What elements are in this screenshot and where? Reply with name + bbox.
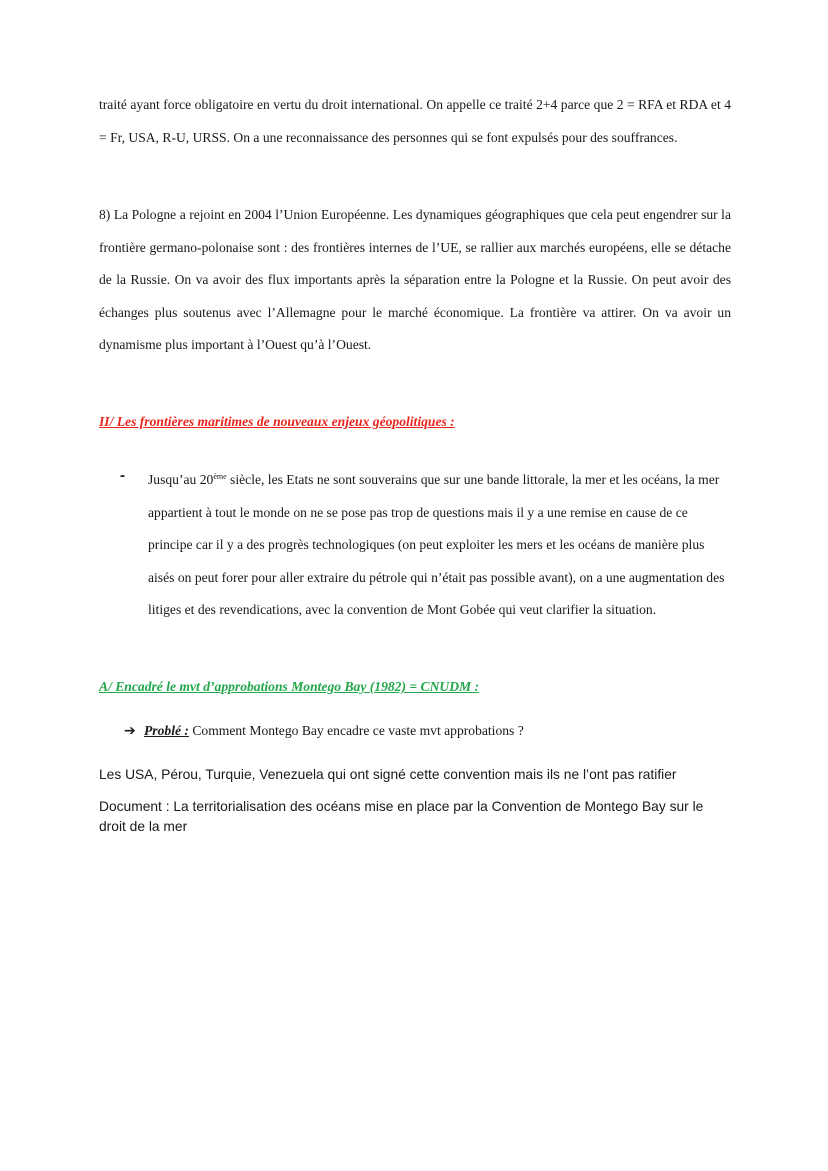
paragraph-treaty: traité ayant force obligatoire en vertu du droit international. On appelle ce traité 2+4 parce que 2 = RFA et RDA et 4 = Fr, USA, R-U, URSS. On a une reconnaissance des personnes qui se font expulsés pour des souffrances. [99,97,731,145]
bullet-superscript: ème [213,472,227,481]
bullet-body: siècle, les Etats ne sont souverains que sur une bande littorale, la mer et les océans, la mer appartient à tout le monde on ne se pose pas trop de questions mais il y a une remise en cause de ce principe car il y a des progrès technologiques (on peut exploiter les mers et les océans de manière plus aisés on peut forer pour aller extraire du pétrole qui n’était pas possible avant), on a une augmentation des litiges et des revendications, avec la convention de Mont Gobée qui veut clarifier la situation. [148,472,725,618]
problematic-question: Comment Montego Bay encadre ce vaste mvt approbations ? [188,723,524,738]
paragraph-poland: 8) La Pologne a rejoint en 2004 l’Union Européenne. Les dynamiques géographiques que cela peut engendrer sur la frontière germano-polonaise sont : des frontières internes de l’UE, se rallier aux marchés européens, elle se détache de la Russie. On va avoir des flux importants après la séparation entre la Pologne et la Russie. On peut avoir des échanges plus soutenus avec l’Allemagne pour le marché économique. La frontière va attirer. On va avoir un dynamisme plus important à l’Ouest qu’à l’Ouest. [99,207,731,353]
document-caption: Document : La territorialisation des océans mise en place par la Convention de Montego Bay sur le droit de la mer [99,799,704,834]
note-ratification: Les USA, Pérou, Turquie, Venezuela qui ont signé cette convention mais ils ne l’ont pas ratifier [99,767,677,782]
bullet-prefix: Jusqu’au 20 [148,472,214,487]
arrow-right-icon: ➔ [124,723,136,739]
bullet-paragraph-sovereignty [148,464,730,627]
subheading-montego-bay: A/ Encadré le mvt d’approbations Montego Bay (1982) = CNUDM : [99,679,480,694]
section-heading-maritime-borders: II/ Les frontières maritimes de nouveaux enjeux géopolitiques : [99,414,455,429]
bullet-marker: - [120,467,125,484]
problematic-label: Problé : [144,723,189,738]
problematic-line [124,722,524,740]
